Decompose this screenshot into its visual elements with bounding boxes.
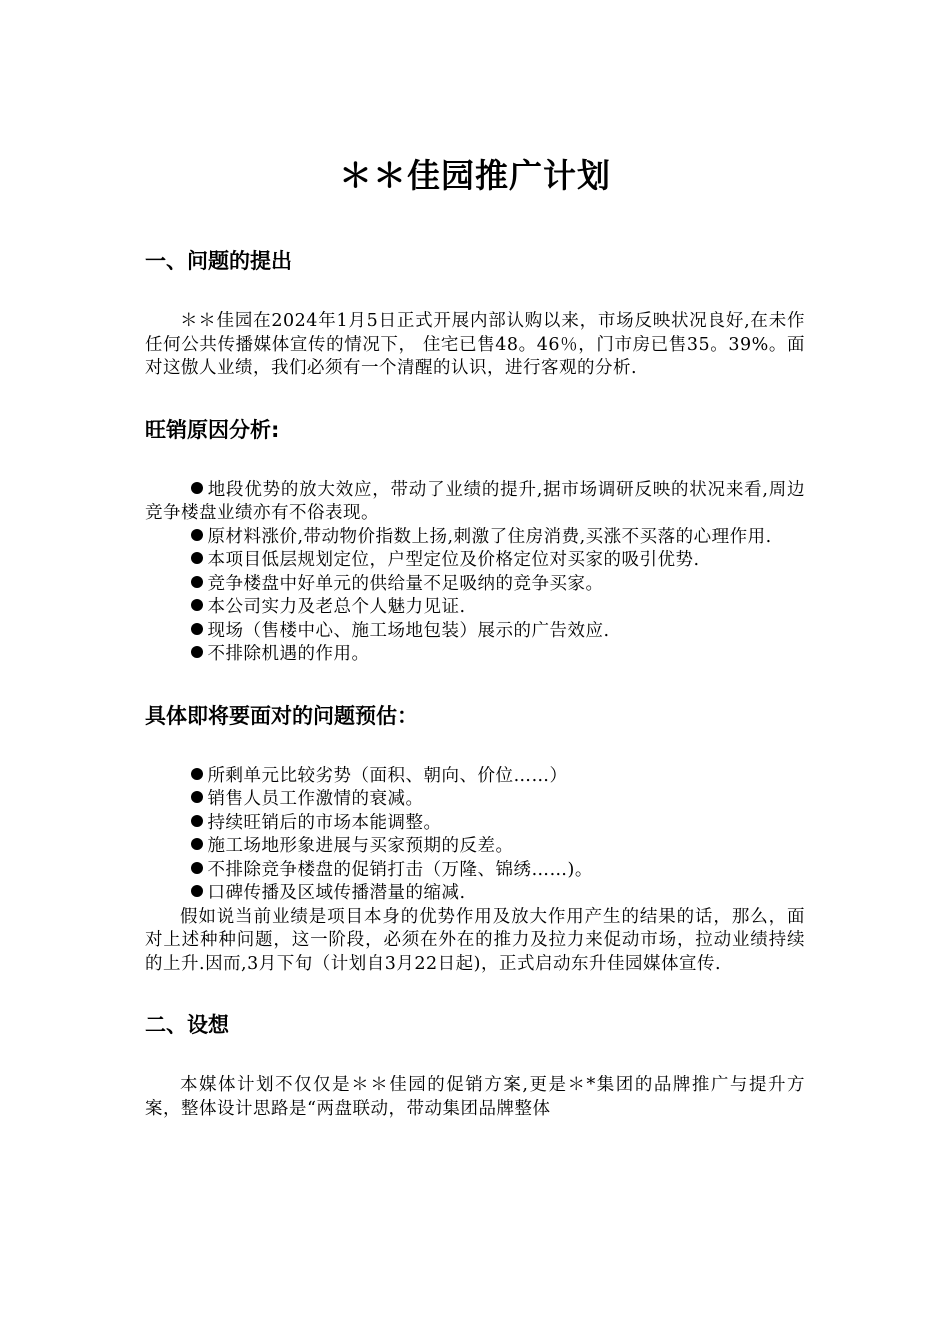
bullet-icon [191,599,203,611]
bullet-icon [191,529,203,541]
bullet-icon [191,838,203,850]
section-heading-problem: 一、问题的提出 [145,249,292,273]
list-item: 持续旺销后的市场本能调整。 [145,812,805,836]
section-heading-plan: 二、设想 [145,1013,229,1037]
intro-paragraph: ＊＊佳园在2024年1月5日正式开展内部认购以来，市场反映状况良好,在未作任何公共传播媒体宣传的情况下， 住宅已售48。46％，门市房已售35。39%。面对这傲人业绩，我们必须有一个清醒的认识，进行客观的分析. [145,311,805,378]
list-item: 销售人员工作激情的衰减。 [145,788,805,812]
bullet-icon [191,791,203,803]
reasons-list [145,479,805,667]
bullet-icon [191,576,203,588]
plan-paragraph: 本媒体计划不仅仅是＊＊佳园的促销方案,更是＊*集团的品牌推广与提升方案，整体设计思路是“两盘联动，带动集团品牌整体 [145,1075,805,1119]
bullet-icon [191,768,203,780]
section-heading-reasons: 旺销原因分析: [145,417,280,442]
bullet-icon [191,646,203,658]
document-title: ＊＊佳园推广计划 [339,156,611,195]
list-item: 不排除机遇的作用。 [145,643,805,667]
list-item: 不排除竞争楼盘的促销打击（万隆、锦绣……)。 [145,859,805,883]
document-page [145,150,805,1121]
list-item: 原材料涨价,带动物价指数上扬,刺激了住房消费,买涨不买落的心理作用. [145,526,805,550]
list-item: 竞争楼盘中好单元的供给量不足吸纳的竞争买家。 [145,573,805,597]
list-item: 现场（售楼中心、施工场地包装）展示的广告效应. [145,620,805,644]
problems-list [145,765,805,906]
bullet-icon [191,552,203,564]
list-item: 本公司实力及老总个人魅力见证. [145,596,805,620]
bullet-icon [191,623,203,635]
bullet-icon [191,862,203,874]
list-item: 所剩单元比较劣势（面积、朝向、价位……） [145,765,805,789]
bullet-icon [191,885,203,897]
bullet-icon [191,815,203,827]
bullet-icon [191,482,203,494]
list-item: 口碑传播及区域传播潜量的缩减. [145,882,805,906]
section-heading-problems: 具体即将要面对的问题预估： [145,703,418,728]
list-item: 施工场地形象进展与买家预期的反差。 [145,835,805,859]
list-item: 本项目低层规划定位，户型定位及价格定位对买家的吸引优势. [145,549,805,573]
conclusion-paragraph: 假如说当前业绩是项目本身的优势作用及放大作用产生的结果的话，那么，面对上述种种问题，这一阶段，必须在外在的推力及拉力来促动市场，拉动业绩持续的上升.因而,3月下旬（计划自3月22日起)，正式启动东升佳园媒体宣传. [145,906,805,974]
list-item: 地段优势的放大效应，带动了业绩的提升,据市场调研反映的状况来看,周边竞争楼盘业绩亦有不俗表现。 [145,479,805,523]
